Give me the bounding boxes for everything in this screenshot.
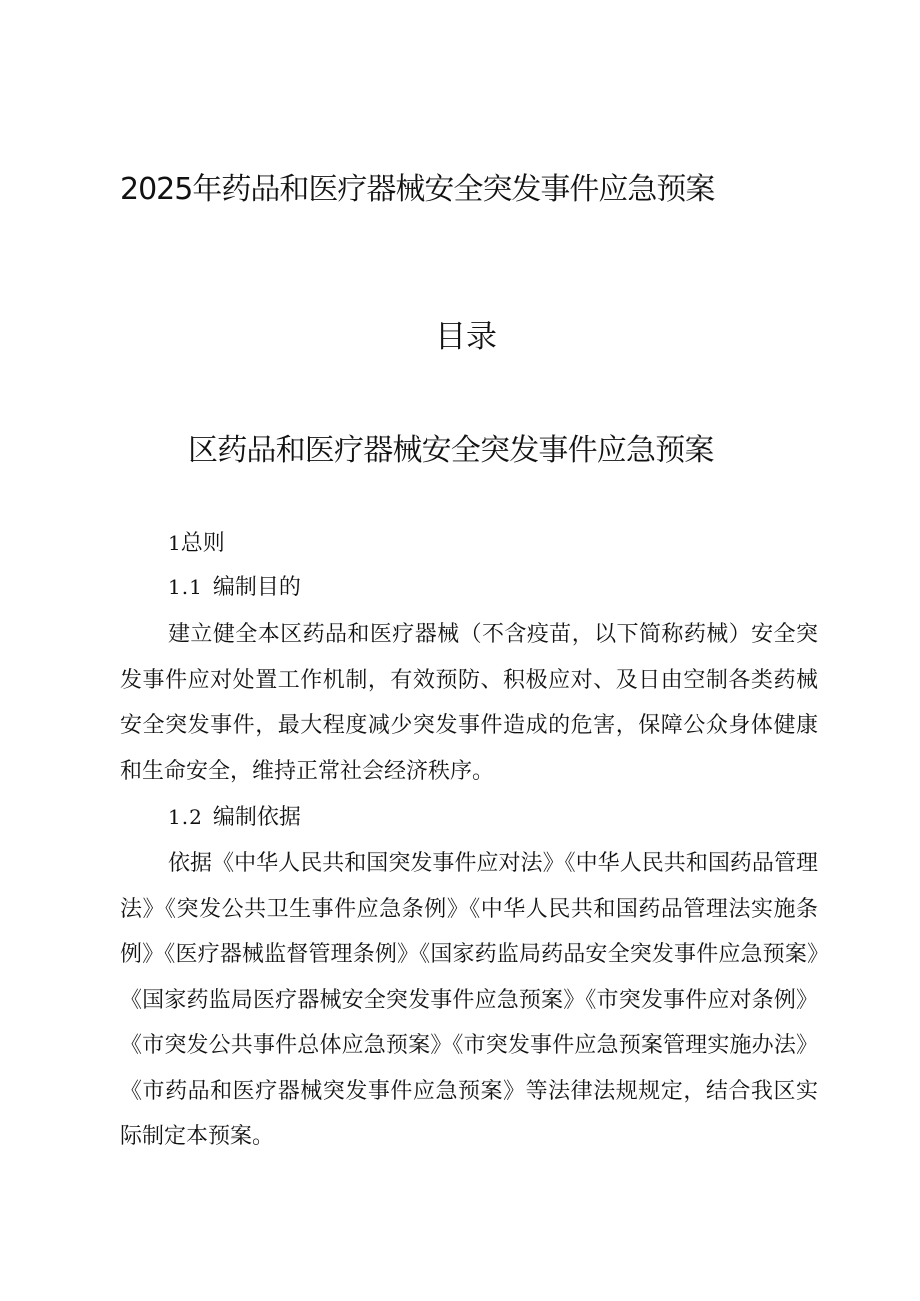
heading-text: 编制依据 xyxy=(212,805,301,830)
heading-number: 1 xyxy=(168,531,181,555)
document-title: 2025年药品和医疗器械安全突发事件应急预案 xyxy=(120,172,715,207)
paragraph-basis: 依据《中华人民共和国突发事件应对法》《中华人民共和国药品管理法》《突发公共卫生事件应急条例》《中华人民共和国药品管理法实施条例》《医疗器械监督管理条例》《国家药监局药品安全突发事件应急预案》《国家药监局医疗器械安全突发事件应急预案》《市突发事件应对条例》《市突发公共事件总体应急预案》《市突发事件应急预案管理实施办法》《市药品和医疗器械突发事件应急预案》等法律法规规定，结合我区实际制定本预案。 xyxy=(120,851,818,1149)
heading-text: 编制目的 xyxy=(212,575,301,600)
heading-number: 1.1 xyxy=(168,575,203,599)
heading-basis xyxy=(168,802,301,833)
toc-heading: 目录 xyxy=(435,319,497,355)
heading-general-principles xyxy=(168,528,225,559)
paragraph-purpose: 建立健全本区药品和医疗器械（不含疫苗，以下简称药械）安全突发事件应对处置工作机制，有效预防、积极应对、及日由空制各类药械安全突发事件，最大程度减少突发事件造成的危害，保障公众身体健康和生命安全，维持正常社会经济秩序。 xyxy=(120,622,818,784)
heading-purpose xyxy=(168,572,301,603)
heading-text: 总则 xyxy=(180,531,225,556)
plan-title: 区药品和医疗器械安全突发事件应急预案 xyxy=(188,433,714,468)
heading-number: 1.2 xyxy=(168,805,203,829)
